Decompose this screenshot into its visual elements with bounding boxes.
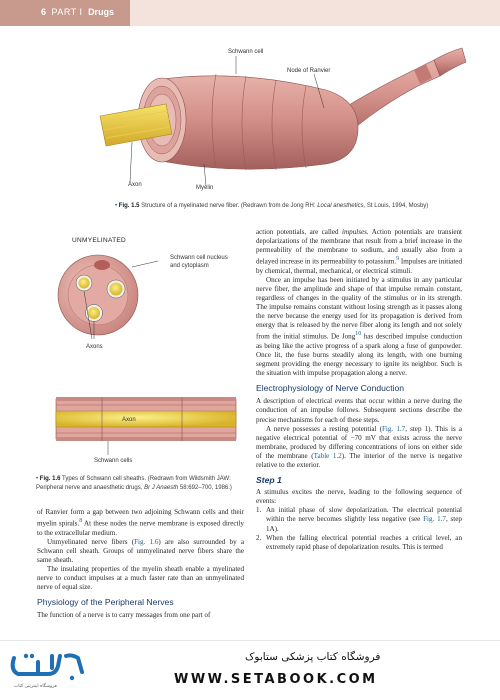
caption-label: Fig. 1.5 [118, 203, 140, 209]
steps-list [256, 506, 462, 551]
figure-1-6-caption: • Fig. 1.6 Types of Schwann cell sheaths. (Redrawn from Wildsmith JAW: Peripheral nerve and anaesthetic drugs, Br J Anaesth 58:692–700, 1986.) [36, 476, 232, 491]
header-text [41, 7, 117, 17]
label-axons: Axons [86, 344, 103, 350]
caption-end: St Louis, 1994, Mosby) [365, 203, 429, 209]
figure-1-5-caption: • Fig. 1.5 Structure of a myelinated nerve fiber. (Redrawn from de Jong RH: Local anesthetics, St Louis, 1994, Mosby) [115, 203, 429, 209]
caption-text: Structure of a myelinated nerve fiber. (Redrawn from de Jong RH: [141, 203, 318, 209]
list-item: 1. An initial phase of slow depolarization. The electrical potential within the nerve becomes slightly less negative (see Fig. 1.7, step 1A). [256, 506, 462, 533]
left-para-1: of Ranvier form a gap between two adjoining Schwann cells and their myelin spirals.$^8$ At these nodes the nerve membrane is exposed directly to the extracellular medium. [37, 508, 244, 537]
caption-italic-16: Br J Anaesth [144, 484, 179, 491]
right-column [256, 228, 462, 552]
right-para-3: A description of electrical events that occur within a nerve during the conduction of an impulse follows. Subsequent sections describe the precise mechanisms for each of these steps. [256, 397, 462, 424]
section-heading-electrophysiology: Electrophysiology of Nerve Conduction [256, 383, 405, 394]
label-node-of-ranvier: Node of Ranvier [287, 68, 331, 74]
caption-text-16: Types of Schwann cell sheaths. (Redrawn from Wildsmith JAW: Peripheral nerve and anaesthetic drugs, [36, 476, 231, 491]
label-schwann-cell: Schwann cell [228, 49, 264, 55]
caption-italic: Local anesthetics, [317, 203, 366, 209]
left-para-2: Unmyelinated nerve fibers (Fig. 1.6) are also surrounded by a Schwann cell sheath. Groups of unmyelinated nerve fibers share the same sheath. [37, 537, 244, 564]
banner-title: فروشگاه کتاب پزشکی ستابوک [245, 651, 381, 663]
table-1-2-link[interactable]: Table 1.2 [313, 451, 342, 460]
section-label: Drugs [88, 7, 115, 17]
page-number: 6 [41, 7, 47, 17]
left-para-4: The function of a nerve is to carry messages from one part of [37, 611, 211, 620]
fig-1-7-link[interactable]: Fig. 1.7 [381, 424, 406, 433]
right-para-4: A nerve possesses a resting potential (Fig. 1.7, step 1). This is a negative electrical potential of −70 mV that exists across the nerve membrane, produced by differing concentrations of ions on either side of the membrane (Table 1.2). The interior of the nerve is negative relative to the exterior. [256, 424, 462, 469]
right-para-5: A stimulus excites the nerve, leading to the following sequence of events: [256, 488, 462, 506]
left-column [37, 508, 244, 620]
right-para-1: action potentials, are called impulses. Action potentials are transient depolarizations of the membrane that result from a brief increase in the permeability of the membrane to sodium, and usually also from a delayed increase in its permeability to potassium.$^9$ Impulses are initiated by chemical, thermal, mechanical, or electrical stimuli. [256, 228, 462, 275]
label-schwann-cells: Schwann cells [94, 458, 133, 464]
unmyelinated-title: UNMYELINATED [72, 237, 127, 244]
label-schwann-nucleus: Schwann cell nucleus and cytoplasm [170, 255, 228, 269]
right-para-2: Once an impulse has been initiated by a stimulus in any particular nerve fiber, the amplitude and shape of that impulse remain constant, regardless of changes in the quality of the stimulus or in its strength. The impulse remains constant without losing strength as it passes along the nerve because the energy used for its propagation is derived from energy that is released by the nerve fiber along its length and not solely from the initial stimulus. De Jong$^{10}$ has described impulse conduction as being like the active progress of a spark along a fuse of gunpowder. Once lit, the fuse burns steadily along its length, with one burning segment providing the energy necessary to ignite its neighbor. Such is the situation with impulse propagation along a nerve. [256, 275, 462, 378]
list-item: 2. When the falling electrical potential reaches a critical level, an extremely rapid phase of depolarization results. This is termed [256, 533, 462, 551]
banner-url[interactable]: WWW.SETABOOK.COM [174, 672, 378, 687]
fig-1-6-link[interactable]: Fig. 1.6 [134, 537, 159, 546]
myelinated-nerve-fiber-illustration [96, 30, 468, 200]
header-band [130, 0, 500, 26]
page-header [0, 0, 500, 26]
section-heading-physiology: Physiology of the Peripheral Nerves [37, 597, 174, 608]
left-para-3: The insulating properties of the myelin sheath enable a myelinated nerve to conduct impulses at a much faster rate than an unmyelinated nerve of equal size. [37, 564, 244, 592]
label-axon-long: Axon [122, 417, 136, 423]
caption-label-16: Fig. 1.6 [39, 476, 61, 482]
fig-1-7-link-2[interactable]: Fig. 1.7 [423, 515, 446, 524]
part-label: PART I [51, 7, 83, 17]
step-1-heading: Step 1 [256, 475, 282, 486]
logo-tagline: فروشگاه اینترنتی کتاب [14, 684, 57, 689]
schwann-sheath-illustration [32, 243, 242, 473]
label-axon: Axon [128, 182, 142, 188]
label-myelin: Myelin [196, 185, 214, 191]
caption-end-16: 58:692–700, 1986.) [178, 484, 232, 491]
